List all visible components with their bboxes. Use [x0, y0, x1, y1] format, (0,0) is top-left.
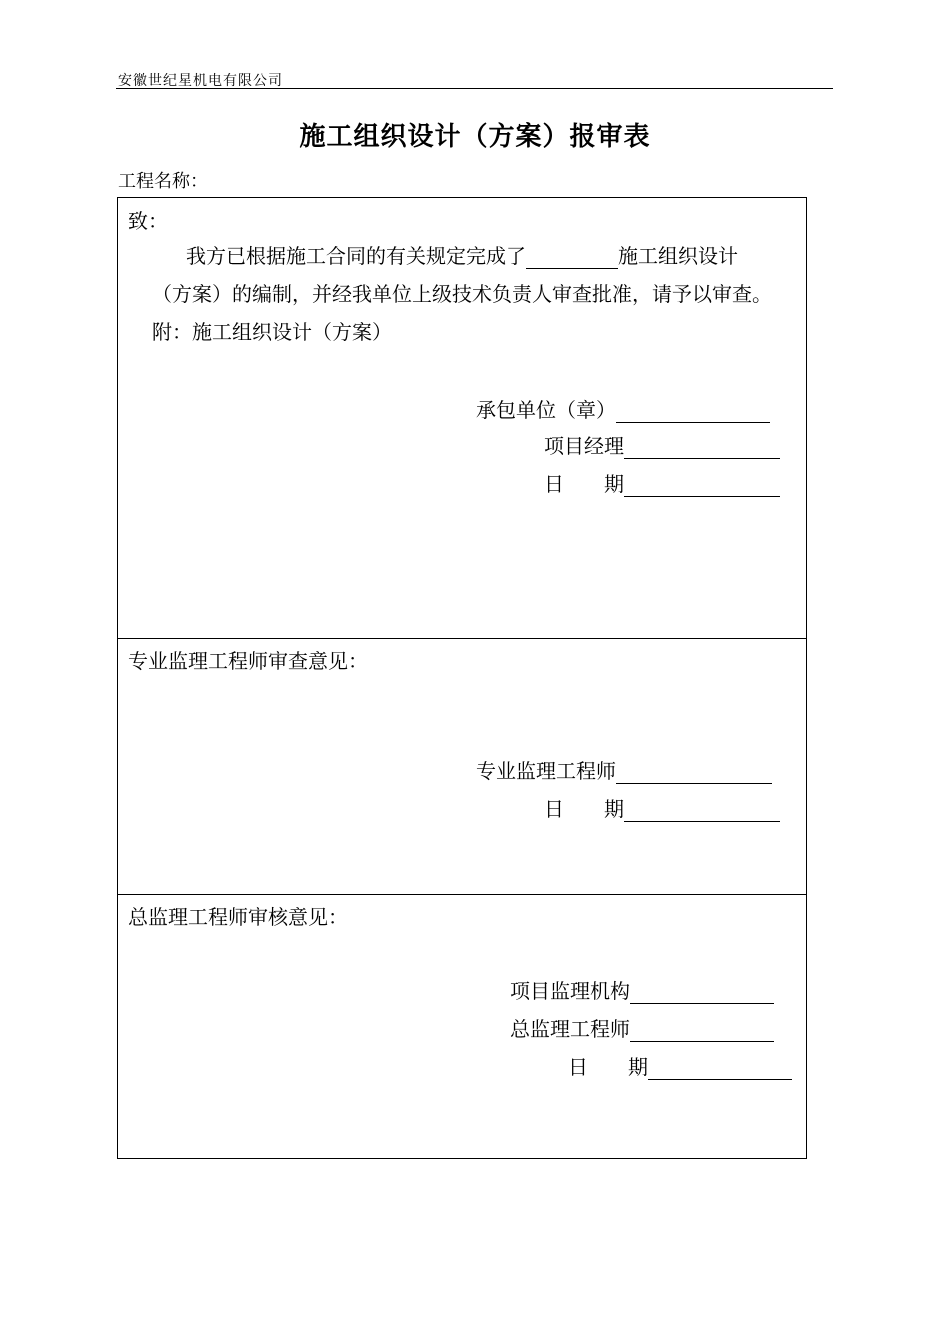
submission-body-line2: （方案）的编制，并经我单位上级技术负责人审查批准，请予以审查。 [152, 282, 772, 306]
document-title: 施工组织设计（方案）报审表 [299, 122, 651, 152]
agency-signature-row [510, 975, 774, 1004]
date-line-2[interactable] [624, 801, 780, 822]
date-row-1 [544, 468, 780, 497]
chief-review-section [118, 895, 806, 1158]
specialist-review-section [118, 639, 806, 895]
contractor-signature-line[interactable] [616, 402, 770, 423]
specialist-engineer-label: 专业监理工程师 [476, 759, 616, 783]
date-line-3[interactable] [648, 1059, 792, 1080]
body-text-part1: 我方已根据施工合同的有关规定完成了 [186, 244, 526, 268]
plan-name-blank[interactable] [526, 248, 618, 269]
contractor-signature-row [476, 394, 770, 423]
chief-engineer-label: 总监理工程师 [510, 1017, 630, 1041]
pm-signature-row [544, 430, 780, 459]
form-table [117, 197, 807, 1159]
body-text-part2: 施工组织设计 [618, 244, 738, 268]
contractor-label: 承包单位（章） [476, 398, 616, 422]
specialist-review-heading: 专业监理工程师审查意见： [128, 649, 368, 673]
date-row-2 [544, 793, 780, 822]
submission-section [118, 198, 806, 639]
to-label: 致： [128, 209, 168, 233]
specialist-signature-row [476, 755, 772, 784]
pm-signature-line[interactable] [624, 438, 780, 459]
date-row-3 [568, 1051, 792, 1080]
pm-label: 项目经理 [544, 434, 624, 458]
agency-signature-line[interactable] [630, 983, 774, 1004]
date-line-1[interactable] [624, 476, 780, 497]
submission-body-line1 [186, 240, 738, 269]
date-label-2: 日 期 [544, 797, 624, 821]
agency-label: 项目监理机构 [510, 979, 630, 1003]
company-header: 安徽世纪星机电有限公司 [118, 73, 283, 89]
date-label-1: 日 期 [544, 472, 624, 496]
chief-signature-row [510, 1013, 774, 1042]
attachment-text: 附：施工组织设计（方案） [152, 320, 392, 344]
project-name-label: 工程名称： [118, 171, 208, 192]
specialist-signature-line[interactable] [616, 763, 772, 784]
date-label-3: 日 期 [568, 1055, 648, 1079]
chief-signature-line[interactable] [630, 1021, 774, 1042]
chief-review-heading: 总监理工程师审核意见： [128, 905, 348, 929]
header-rule [116, 88, 833, 89]
